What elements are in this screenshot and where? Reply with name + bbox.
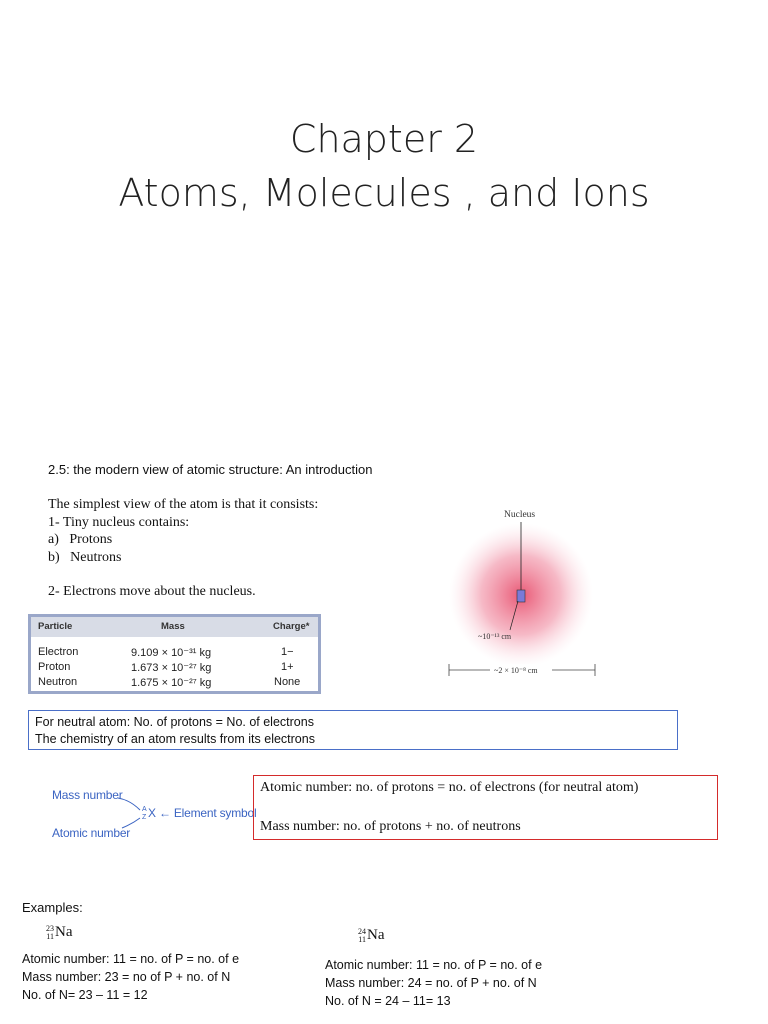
chapter-subtitle: Atoms, Molecules , and Ions [118, 171, 650, 215]
header-particle: Particle [38, 621, 73, 632]
atom-size-label: ~2 × 10⁻⁸ cm [494, 666, 538, 675]
nuclide-atomic-number: 11 [358, 934, 366, 944]
nuclide-example-2 [358, 927, 385, 944]
intro-item: a) Protons [48, 532, 113, 547]
intro-line: 2- Electrons move about the nucleus. [48, 584, 256, 599]
slide-title [0, 112, 768, 220]
table-header [31, 617, 318, 637]
table-row [31, 646, 318, 661]
nuclide-notation-diagram [48, 780, 258, 850]
neutral-atom-line: For neutral atom: No. of protons = No. of electrons [35, 715, 314, 729]
definitions-box [253, 775, 718, 840]
nuclide-mass-number: 24 [358, 926, 366, 936]
nuclide-mass-number: 23 [46, 923, 54, 933]
notation-subscript: Z [142, 814, 147, 821]
example-1-text [22, 950, 239, 1004]
cell-charge: None [274, 676, 301, 688]
intro-item: b) Neutrons [48, 549, 122, 565]
cell-particle: Electron [38, 646, 79, 658]
example-line: Atomic number: 11 = no. of P = no. of e [22, 952, 240, 966]
intro-text [48, 496, 318, 601]
example-2-text [325, 956, 542, 1010]
cell-particle: Proton [38, 661, 71, 673]
atom-diagram [440, 500, 620, 690]
nucleus-label: Nucleus [504, 510, 536, 520]
mass-number-label: Mass number [52, 788, 123, 802]
example-line: Atomic number: 11 = no. of P = no. of e [325, 958, 543, 972]
nuclide-symbol: Na [55, 924, 73, 940]
chapter-title: Chapter 2 [289, 117, 479, 161]
header-mass: Mass [161, 621, 185, 632]
nucleus-icon [517, 590, 525, 602]
atomic-number-label: Atomic number [52, 826, 131, 840]
nuclide-numbers [358, 928, 366, 944]
cell-mass: 1.673 × 10⁻²⁷ kg [131, 662, 212, 674]
example-line: Mass number: 23 = no of P + no. of N [22, 970, 231, 984]
nuclide-numbers [46, 925, 54, 941]
mass-number-definition: Mass number: no. of protons + no. of neutrons [260, 819, 521, 834]
nuclide-symbol: Na [367, 927, 385, 943]
nucleus-size-label: ~10⁻¹³ cm [478, 632, 512, 641]
cell-mass: 9.109 × 10⁻³¹ kg [131, 647, 212, 659]
header-charge: Charge* [273, 621, 310, 632]
element-symbol-label: X ← Element symbol [148, 806, 257, 820]
particle-table [28, 614, 321, 694]
atom-diagram-svg [440, 500, 620, 690]
table-row [31, 676, 318, 691]
atomic-number-definition: Atomic number: no. of protons = no. of electrons (for neutral atom) [260, 780, 639, 795]
cell-particle: Neutron [38, 676, 78, 688]
cell-mass: 1.675 × 10⁻²⁷ kg [131, 677, 212, 689]
notation-superscript: A [142, 806, 147, 813]
section-heading: 2.5: the modern view of atomic structure: An introduction [48, 462, 373, 477]
intro-line: 1- Tiny nucleus contains: [48, 514, 190, 530]
examples-label: Examples: [22, 900, 83, 915]
example-line: Mass number: 24 = no. of P + no. of N [325, 976, 537, 990]
chemistry-line: The chemistry of an atom results from its electrons [35, 732, 315, 746]
example-line: No. of N= 23 – 11 = 12 [22, 988, 148, 1002]
table-row [31, 661, 318, 676]
intro-line: The simplest view of the atom is that it consists: [48, 497, 319, 512]
cell-charge: 1+ [281, 661, 294, 673]
nuclide-atomic-number: 11 [46, 931, 54, 941]
neutral-atom-box [28, 710, 678, 750]
example-line: No. of N = 24 – 11= 13 [325, 994, 451, 1008]
nuclide-example-1 [46, 924, 73, 941]
cell-charge: 1− [281, 646, 294, 658]
